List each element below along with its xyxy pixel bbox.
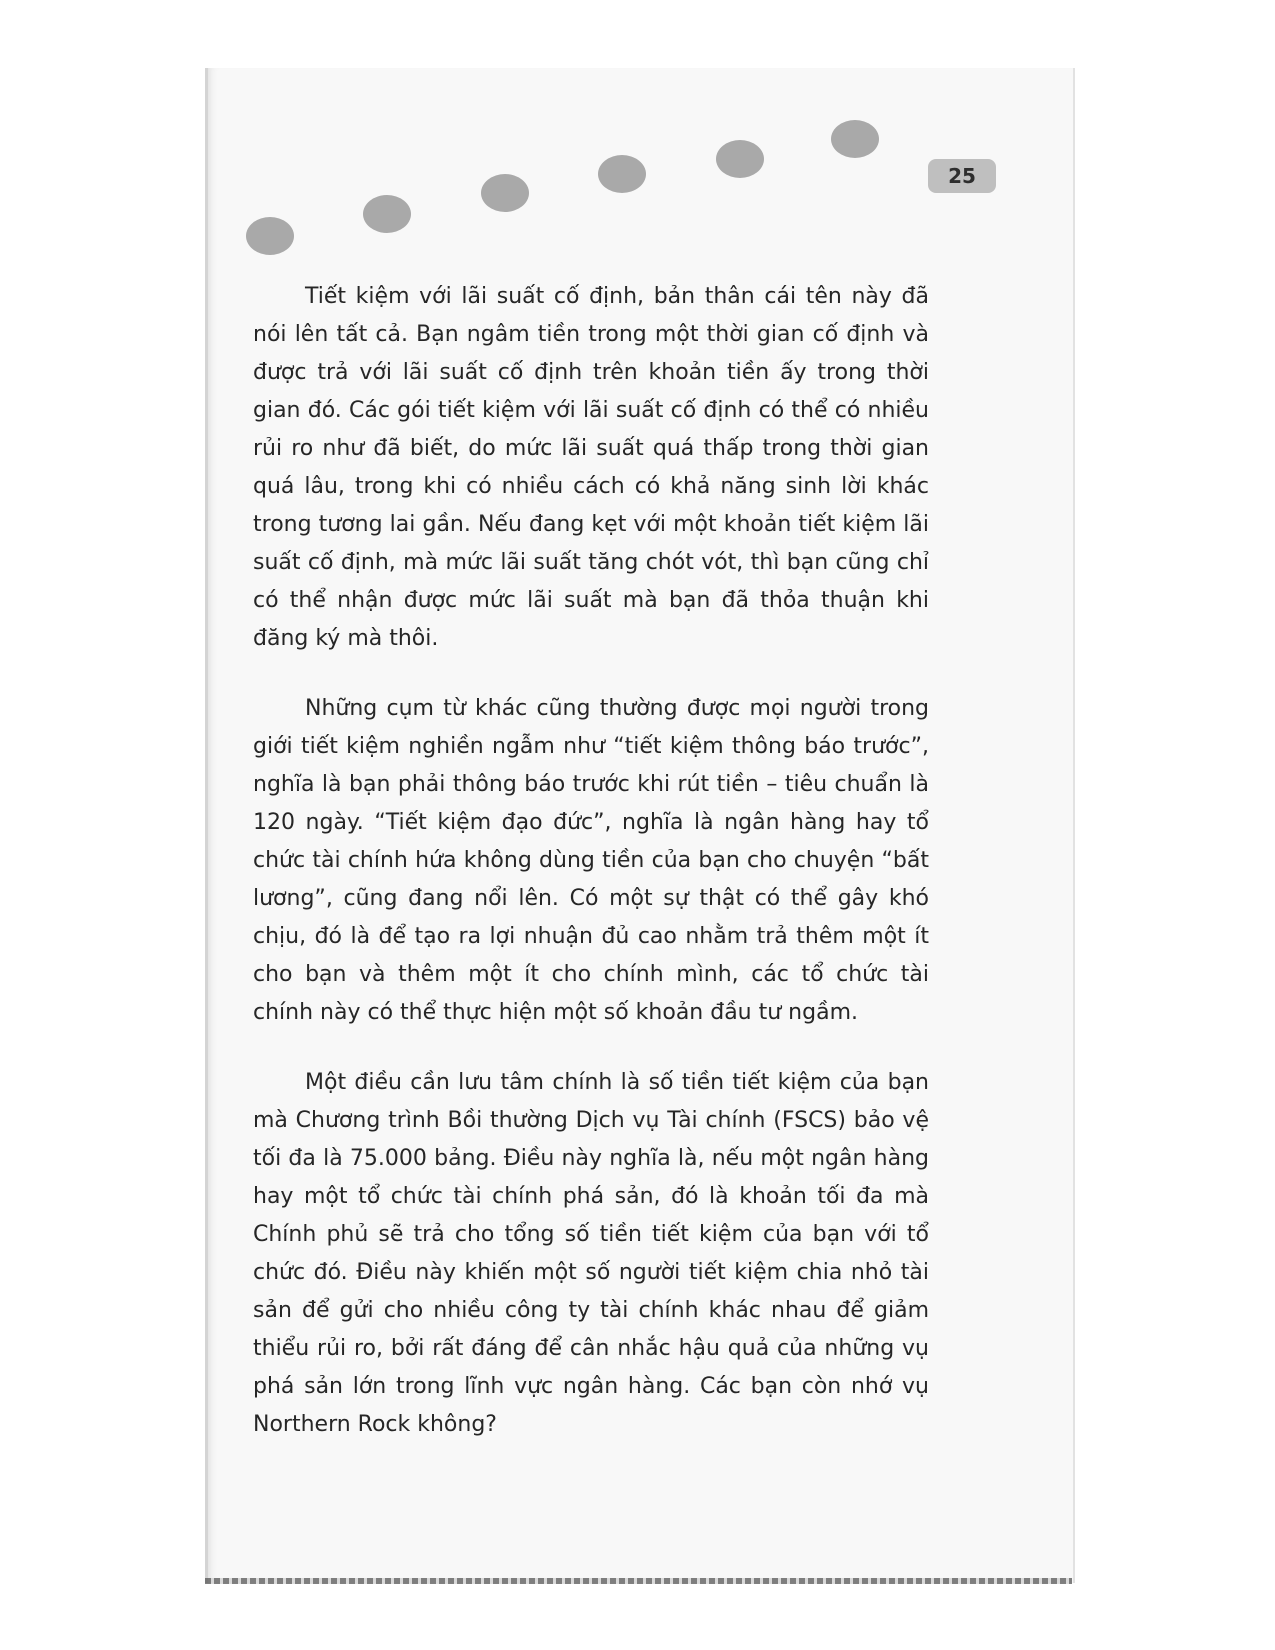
page-bottom-edge: [205, 1578, 1072, 1584]
decorative-dot-2: [363, 195, 411, 233]
paragraph-1: Tiết kiệm với lãi suất cố định, bản thân cái tên này đã nói lên tất cả. Bạn ngâm tiền trong một thời gian cố định và được trả với lãi suất cố định trên khoản tiền ấy trong thời gian đó. Các gói tiết kiệm với lãi suất cố định có thể có nhiều rủi ro như đã biết, do mức lãi suất quá thấp trong thời gian quá lâu, trong khi có nhiều cách có khả năng sinh lời khác trong tương lai gần. Nếu đang kẹt với một khoản tiết kiệm lãi suất cố định, mà mức lãi suất tăng chót vót, thì bạn cũng chỉ có thể nhận được mức lãi suất mà bạn đã thỏa thuận khi đăng ký mà thôi.: [253, 284, 929, 651]
paragraph-3: Một điều cần lưu tâm chính là số tiền tiết kiệm của bạn mà Chương trình Bồi thường Dịch vụ Tài chính (FSCS) bảo vệ tối đa là 75.000 bảng. Điều này nghĩa là, nếu một ngân hàng hay một tổ chức tài chính phá sản, đó là khoản tối đa mà Chính phủ sẽ trả cho tổng số tiền tiết kiệm của bạn với tổ chức đó. Điều này khiến một số người tiết kiệm chia nhỏ tài sản để gửi cho nhiều công ty tài chính khác nhau để giảm thiểu rủi ro, bởi rất đáng để cân nhắc hậu quả của những vụ phá sản lớn trong lĩnh vực ngân hàng. Các bạn còn nhớ vụ Northern Rock không?: [253, 1070, 929, 1437]
decorative-dot-3: [481, 174, 529, 212]
decorative-dot-5: [716, 140, 764, 178]
decorative-dot-4: [598, 155, 646, 193]
page-number-badge: 25: [928, 159, 996, 193]
decorative-dot-6: [831, 120, 879, 158]
paragraph-2: Những cụm từ khác cũng thường được mọi người trong giới tiết kiệm nghiền ngẫm như “tiết kiệm thông báo trước”, nghĩa là bạn phải thông báo trước khi rút tiền – tiêu chuẩn là 120 ngày. “Tiết kiệm đạo đức”, nghĩa là ngân hàng hay tổ chức tài chính hứa không dùng tiền của bạn cho chuyện “bất lương”, cũng đang nổi lên. Có một sự thật có thể gây khó chịu, đó là để tạo ra lợi nhuận đủ cao nhằm trả thêm một ít cho bạn và thêm một ít cho chính mình, các tổ chức tài chính này có thể thực hiện một số khoản đầu tư ngầm.: [253, 696, 929, 1025]
body-text: [253, 278, 929, 1444]
decorative-dot-1: [246, 217, 294, 255]
